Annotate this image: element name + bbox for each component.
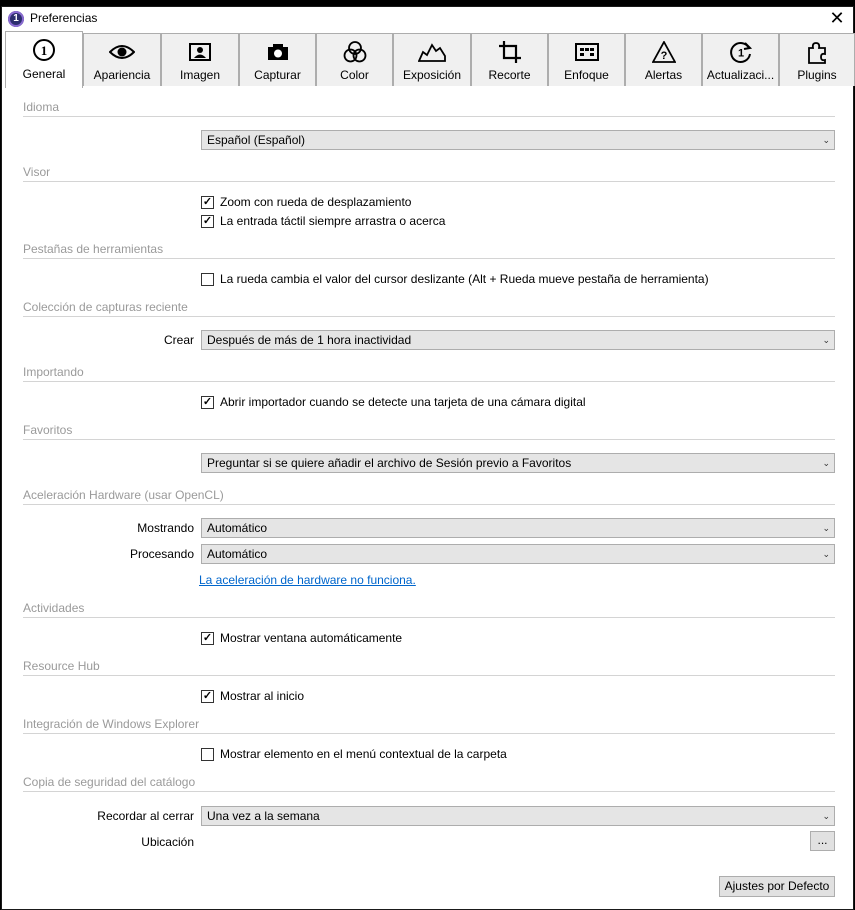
wheel-slider-checkbox[interactable]: [201, 272, 709, 286]
chevron-down-icon: ⌄: [822, 549, 830, 559]
eye-icon: [84, 40, 160, 64]
chevron-down-icon: ⌄: [822, 811, 830, 821]
camera-icon: [240, 40, 315, 64]
app-logo-icon: 1: [8, 11, 24, 27]
checkbox-label: La entrada táctil siempre arrastra o acerca: [220, 214, 446, 228]
tab-strip: [5, 33, 853, 86]
puzzle-icon: [780, 40, 854, 64]
recordar-label: Recordar al cerrar: [97, 809, 194, 823]
warning-icon: [626, 40, 701, 64]
tab-actualizaciones[interactable]: [702, 33, 779, 86]
touch-drag-checkbox[interactable]: [201, 214, 445, 228]
checkbox-box: [201, 196, 214, 209]
section-title: Aceleración Hardware (usar OpenCL): [23, 488, 224, 502]
tab-label: Color: [340, 68, 369, 82]
check-icon: ✓: [202, 214, 213, 227]
section-title: Integración de Windows Explorer: [23, 717, 200, 731]
select-value: Una vez a la semana: [207, 809, 320, 823]
section-title: Actividades: [23, 601, 85, 615]
tab-label: Alertas: [644, 68, 683, 82]
section-divider: [23, 381, 835, 382]
favoritos-select[interactable]: [201, 453, 835, 473]
tab-enfoque[interactable]: [548, 33, 625, 86]
select-value: Automático: [207, 547, 268, 561]
preferences-window: [1, 6, 854, 910]
section-title: Pestañas de herramientas: [23, 242, 164, 256]
window-title: Preferencias: [30, 11, 98, 25]
tab-label: Plugins: [797, 68, 837, 82]
close-button[interactable]: ✕: [829, 8, 845, 28]
checkbox-box: [201, 396, 214, 409]
histogram-icon: [394, 40, 470, 64]
section-copia: [23, 775, 835, 789]
checkbox-box: [201, 748, 214, 761]
select-value: Después de más de 1 hora inactividad: [207, 333, 412, 347]
checkbox-label: La rueda cambia el valor del cursor deslizante (Alt + Rueda mueve pestaña de herramienta): [220, 272, 709, 286]
select-value: Automático: [207, 521, 268, 535]
tab-label: General: [22, 67, 66, 81]
checkbox-label: Mostrar elemento en el menú contextual de la carpeta: [220, 747, 507, 761]
section-title: Idioma: [23, 100, 60, 114]
tab-general[interactable]: [5, 31, 83, 88]
mostrando-select[interactable]: [201, 518, 835, 538]
checkbox-box: [201, 690, 214, 703]
focus-icon: [549, 40, 624, 64]
section-idioma: [23, 100, 835, 114]
select-value: Preguntar si se quiere añadir el archivo de Sesión previo a Favoritos: [207, 456, 572, 470]
tab-label: Apariencia: [93, 68, 151, 82]
svg-text:1: 1: [40, 43, 48, 58]
color-circles-icon: [317, 40, 392, 64]
section-title: Colección de capturas reciente: [23, 300, 188, 314]
language-select[interactable]: [201, 130, 835, 150]
backup-frequency-select[interactable]: [201, 806, 835, 826]
show-activity-checkbox[interactable]: [201, 631, 402, 645]
section-divider: [23, 675, 835, 676]
tab-color[interactable]: [316, 33, 393, 86]
section-divider: [23, 617, 835, 618]
check-icon: ✓: [202, 689, 213, 702]
section-integracion: [23, 717, 835, 731]
ubicacion-label: Ubicación: [141, 835, 194, 849]
crear-select[interactable]: [201, 330, 835, 350]
section-divider: [23, 258, 835, 259]
section-divider: [23, 316, 835, 317]
tab-label: Imagen: [179, 68, 221, 82]
tab-label: Exposición: [402, 68, 462, 82]
checkbox-box: [201, 273, 214, 286]
section-title: Resource Hub: [23, 659, 100, 673]
open-importer-checkbox[interactable]: [201, 395, 586, 409]
update-icon: [703, 40, 778, 64]
svg-text:1: 1: [737, 47, 744, 60]
checkbox-label: Mostrar ventana automáticamente: [220, 631, 403, 645]
section-aceleracion: [23, 488, 835, 502]
tab-capturar[interactable]: [239, 33, 316, 86]
chevron-down-icon: ⌄: [822, 135, 830, 145]
section-importando: [23, 365, 835, 379]
section-title: Visor: [23, 165, 51, 179]
section-divider: [23, 733, 835, 734]
tab-label: Recorte: [488, 68, 531, 82]
checkbox-label: Zoom con rueda de desplazamiento: [220, 195, 412, 209]
tab-apariencia[interactable]: [83, 33, 161, 86]
section-pestanas: [23, 242, 835, 256]
svg-text:?: ?: [660, 50, 667, 62]
tab-plugins[interactable]: [779, 33, 855, 86]
checkbox-label: Mostrar al inicio: [220, 689, 305, 703]
zoom-wheel-checkbox[interactable]: [201, 195, 411, 209]
defaults-button[interactable]: Ajustes por Defecto: [719, 876, 835, 897]
select-value: Español (Español): [207, 133, 306, 147]
tab-imagen[interactable]: [161, 33, 239, 86]
section-resource-hub: [23, 659, 835, 673]
chevron-down-icon: ⌄: [822, 523, 830, 533]
show-on-start-checkbox[interactable]: [201, 689, 304, 703]
one-circle-icon: [6, 38, 82, 62]
image-frame-icon: [162, 40, 238, 64]
crear-label: Crear: [163, 333, 194, 347]
title-bar: [2, 7, 853, 31]
tab-label: Actualizaci...: [706, 68, 775, 82]
section-visor: [23, 165, 835, 179]
mostrando-label: Mostrando: [137, 521, 194, 535]
tab-label: Enfoque: [564, 68, 609, 82]
section-actividades: [23, 601, 835, 615]
browse-button[interactable]: ...: [810, 831, 835, 851]
crop-icon: [472, 40, 547, 64]
checkbox-box: [201, 632, 214, 645]
checkbox-label: Abrir importador cuando se detecte una tarjeta de una cámara digital: [220, 395, 586, 409]
chevron-down-icon: ⌄: [822, 458, 830, 468]
check-icon: ✓: [202, 631, 213, 644]
section-title: Importando: [23, 365, 84, 379]
procesando-label: Procesando: [129, 547, 194, 561]
context-menu-checkbox[interactable]: [201, 747, 507, 761]
section-favoritos: [23, 423, 835, 437]
general-panel: [2, 86, 853, 909]
procesando-select[interactable]: [201, 544, 835, 564]
tab-label: Capturar: [254, 68, 301, 82]
check-icon: ✓: [202, 395, 213, 408]
chevron-down-icon: ⌄: [822, 335, 830, 345]
section-divider: [23, 504, 835, 505]
section-coleccion: [23, 300, 835, 314]
tab-recorte[interactable]: [471, 33, 548, 86]
section-divider: [23, 791, 835, 792]
checkbox-box: [201, 215, 214, 228]
hardware-help-link[interactable]: La aceleración de hardware no funciona.: [199, 573, 416, 587]
section-title: Copia de seguridad del catálogo: [23, 775, 196, 789]
tab-alertas[interactable]: [625, 33, 702, 86]
tab-exposicion[interactable]: [393, 33, 471, 86]
section-divider: [23, 116, 835, 117]
check-icon: ✓: [202, 195, 213, 208]
section-title: Favoritos: [23, 423, 73, 437]
section-divider: [23, 181, 835, 182]
section-divider: [23, 439, 835, 440]
